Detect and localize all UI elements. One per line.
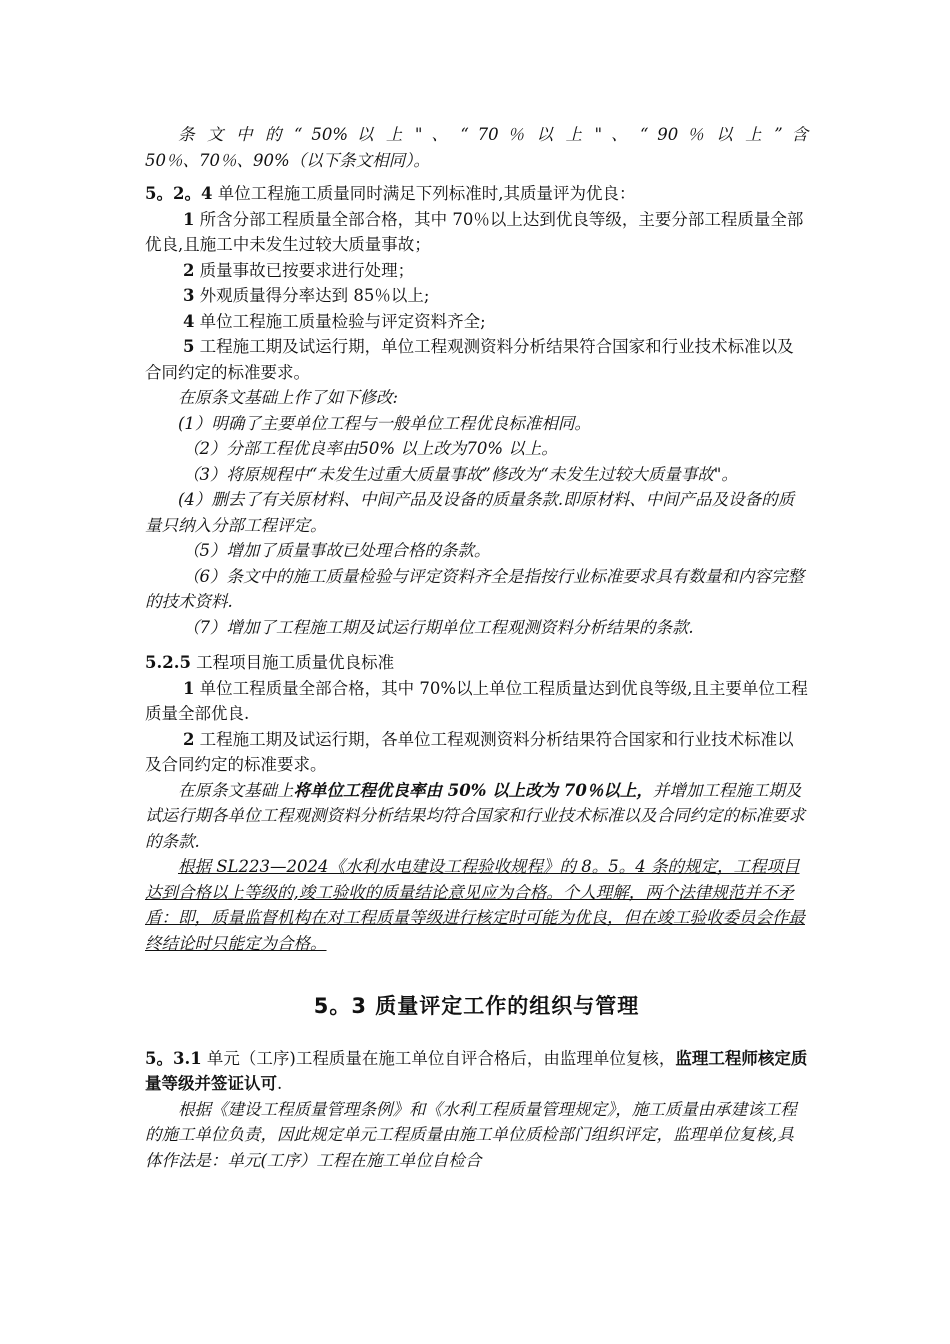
item-number: 1	[182, 678, 195, 698]
clause-item	[145, 727, 808, 778]
document-body	[145, 122, 808, 1173]
item-number: 3	[182, 286, 195, 305]
note-line: （3）将原规程中“未发生过重大质量事故”修改为“未发生过较大质量事故"。	[182, 464, 738, 484]
underlined-note: 根据 SL223—2024《水利水电建设工程验收规程》的 8。5。4 条的规定，工程项目达到合格以上等级的,竣工验收的质量结论意见应为合格。个人理解，两个法律规范并不矛盾：即，质量监督机构在对工程质量等级进行核定时可能为优良，但在竣工验收委员会作最终结论时只能定为合格。	[145, 857, 805, 953]
clause-item	[145, 676, 808, 727]
item-text: 工程施工期及试运行期，单位工程观测资料分析结果符合国家和行业技术标准以及合同约定的标准要求。	[145, 337, 794, 382]
item-number: 5	[182, 337, 195, 356]
note-line: （5）增加了质量事故已处理合格的条款。	[182, 541, 491, 560]
note-line: （7）增加了工程施工期及试运行期单位工程观测资料分析结果的条款.	[182, 617, 694, 637]
item-text: 外观质量得分率达到 85％以上;	[199, 286, 430, 305]
item-number: 1	[182, 209, 195, 229]
item-text: 所含分部工程质量全部合格，其中 70％以上达到优良等级，主要分部工程质量全部优良,且施工中未发生过较大质量事故；	[145, 209, 804, 254]
clause-item	[145, 334, 808, 385]
item-number: 2	[182, 729, 195, 749]
clause-title: 单位工程施工质量同时满足下列标准时,其质量评为优良：	[217, 184, 636, 203]
note-text: 在原条文基础上	[178, 780, 294, 800]
clause-item	[145, 258, 808, 284]
clause-title: 工程项目施工质量优良标准	[190, 653, 395, 672]
clause-text: 单元（工序)工程质量在施工单位自评合格后，由监理单位复核，	[201, 1048, 676, 1068]
clause-5-3-1-note: 根据《建设工程质量管理条例》和《水利工程质量管理规定》，施工质量由承建该工程的施工单位负责，因此规定单元工程质量由施工单位质检部门组织评定，监理单位复核,具体作法是：单元(工序）工程在施工单位自检合	[145, 1099, 797, 1170]
item-number: 4	[182, 311, 195, 331]
item-text: 单位工程施工质量检验与评定资料齐全;	[194, 311, 486, 331]
clause-number: 5。2。4	[145, 184, 213, 203]
clause-end: .	[277, 1074, 283, 1093]
note-line: (4）删去了有关原材料、中间产品及设备的质量条款.即原材料、中间产品及设备的质量只纳入分部工程评定。	[145, 490, 795, 535]
clause-number: 5。3.1	[145, 1048, 202, 1068]
item-number: 2	[182, 260, 195, 280]
note-paragraph-line1: 条 文 中 的 “ 50% 以 上 " 、 “ 70 ％ 以 上 " 、 “ 90 ％ 以 上 ” 含	[178, 125, 808, 144]
item-text: 单位工程质量全部合格，其中 70%以上单位工程质量达到优良等级,且主要单位工程质量全部优良.	[145, 678, 808, 723]
note-line: (1）明确了主要单位工程与一般单位工程优良标准相同。	[178, 413, 591, 433]
note-line: （6）条文中的施工质量检验与评定资料齐全是指按行业标准要求具有数量和内容完整的技术资料.	[145, 566, 804, 611]
clause-number: 5.2.5	[145, 653, 191, 672]
clause-5-2-5-note	[145, 778, 808, 855]
note-line: 在原条文基础上作了如下修改:	[178, 388, 399, 407]
note-line: （2）分部工程优良率由50% 以上改为70% 以上。	[182, 439, 558, 458]
item-text: 工程施工期及试运行期，各单位工程观测资料分析结果符合国家和行业技术标准以及合同约定的标准要求。	[145, 729, 794, 774]
clause-5-2-5-heading	[145, 650, 808, 676]
clause-5-3-1	[145, 1046, 808, 1097]
clause-bold-text: 监理工程师核定质量等级并签证认可	[145, 1048, 808, 1093]
clause-item	[145, 309, 808, 335]
note-bold-text: 将单位工程优良率由 50% 以上改为 70％以上，	[293, 780, 653, 800]
clause-item	[145, 283, 808, 309]
clause-item	[145, 207, 808, 258]
note-paragraph-line2: 50％、70％、90%（以下条文相同）。	[145, 150, 430, 170]
clause-5-2-4-heading	[145, 181, 808, 207]
note-text: 并增加工程施工期及试运行期各单位工程观测资料分析结果均符合国家和行业技术标准以及合同约定的标准要求的条款.	[145, 780, 805, 851]
item-text: 质量事故已按要求进行处理；	[199, 260, 415, 280]
section-heading: 5。3 质量评定工作的组织与管理	[313, 994, 640, 1018]
